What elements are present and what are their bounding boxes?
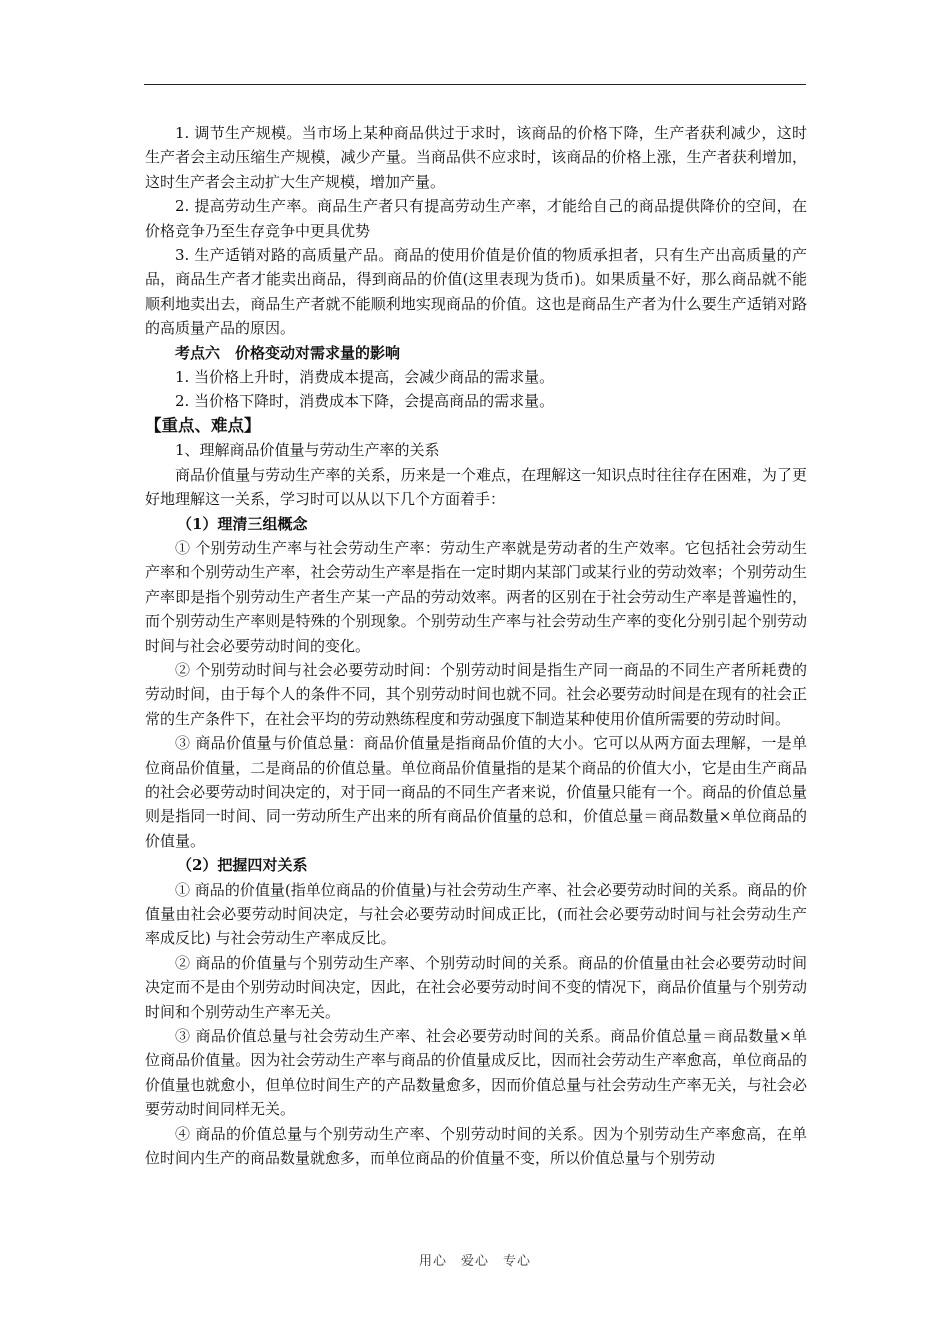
paragraph-relation-1: ① 商品的价值量(指单位商品的价值量)与社会劳动生产率、社会必要劳动时间的关系。商品的价值量由社会必要劳动时间决定，与社会必要劳动时间成正比，(而社会必要劳动时间与社会劳动生产率成反比) 与社会劳动生产率成反比。 [145,880,807,948]
paragraph-understand-relation: 1、理解商品价值量与劳动生产率的关系 [175,441,440,460]
paragraph-relation-3: ③ 商品价值总量与社会劳动生产率、社会必要劳动时间的关系。商品价值总量＝商品数量×单位商品价值量。因为社会劳动生产率与商品的价值量成反比，因而社会劳动生产率愈高，单位商品的价值量也就愈小，但单位时间生产的产品数量愈多，因而价值总量与社会劳动生产率无关，与社会必要劳动时间同样无关。 [145,1027,807,1119]
paragraph-price-fall: 2. 当价格下降时，消费成本下降，会提高商品的需求量。 [175,392,555,411]
page-footer: 用心 爱心 专心 [418,1254,531,1269]
header-rule [144,84,806,85]
paragraph-relation-4: ④ 商品的价值总量与个别劳动生产率、个别劳动时间的关系。因为个别劳动生产率愈高，在单位时间内生产的商品数量就愈多，而单位商品的价值量不变，所以价值总量与个别劳动 [145,1124,807,1168]
paragraph-relation-intro: 商品价值量与劳动生产率的关系，历来是一个难点，在理解这一知识点时往往存在困难，为了更好地理解这一关系，学习时可以从以下几个方面着手： [145,465,807,509]
subheading-four-relations: （2）把握四对关系 [177,856,308,875]
paragraph-relation-2: ② 商品的价值量与个别劳动生产率、个别劳动时间的关系。商品的价值量由社会必要劳动时间决定而不是由个别劳动时间决定，因此，在社会必要劳动时间不变的情况下，商品价值量与个别劳动时间和个别劳动生产率无关。 [145,953,807,1021]
subheading-three-concepts: （1）理清三组概念 [177,514,308,533]
paragraph-concept-2: ② 个别劳动时间与社会必要劳动时间：个别劳动时间是指生产同一商品的不同生产者所耗费的劳动时间，由于每个人的条件不同，其个别劳动时间也就不同。社会必要劳动时间是在现有的社会正常的生产条件下，在社会平均的劳动熟练程度和劳动强度下制造某种使用价值所需要的劳动时间。 [145,660,807,728]
paragraph-quality-products: 3. 生产适销对路的高质量产品。商品的使用价值是价值的物质承担者，只有生产出高质量的产品，商品生产者才能卖出商品，得到商品的价值(这里表现为货币)。如果质量不好，那么商品就不能顺利地卖出去，商品生产者就不能顺利地实现商品的价值。这也是商品生产者为什么要生产适销对路的高质量产品的原因。 [145,246,807,338]
section-heading-point-six: 考点六 价格变动对需求量的影响 [175,343,401,362]
paragraph-concept-3: ③ 商品价值量与价值总量：商品价值量是指商品价值的大小。它可以从两方面去理解，一是单位商品价值量，二是商品的价值总量。单位商品价值量指的是某个商品的价值大小，它是由生产商品的社会必要劳动时间决定的，对于同一商品的不同生产者来说，价值量只能有一个。商品的价值总量则是指同一时间、同一劳动所生产出来的所有商品价值量的总和，价值总量＝商品数量×单位商品的价值量。 [145,734,807,850]
paragraph-price-rise: 1. 当价格上升时，消费成本提高，会减少商品的需求量。 [175,368,555,387]
paragraph-concept-1: ① 个别劳动生产率与社会劳动生产率：劳动生产率就是劳动者的生产效率。它包括社会劳动生产率和个别劳动生产率，社会劳动生产率是指在一定时期内某部门或某行业的劳动效率；个别劳动生产率即是指个别劳动生产者生产某一产品的劳动效率。两者的区别在于社会劳动生产率是普遍性的，而个别劳动生产率则是特殊的个别现象。个别劳动生产率与社会劳动生产率的变化分别引起个别劳动时间与社会必要劳动时间的变化。 [145,538,807,655]
paragraph-raise-productivity: 2. 提高劳动生产率。商品生产者只有提高劳动生产率，才能给自己的商品提供降价的空间，在价格竞争乃至生存竞争中更具优势 [145,197,807,240]
paragraph-adjust-production-scale: 1. 调节生产规模。当市场上某种商品供过于求时，该商品的价格下降，生产者获利减少，这时生产者会主动压缩生产规模，减少产量。当商品供不应求时，该商品的价格上涨，生产者获利增加，这时生产者会主动扩大生产规模，增加产量。 [145,124,807,191]
key-difficult-points-heading: 【重点、难点】 [145,415,261,435]
document-body [145,121,807,1170]
